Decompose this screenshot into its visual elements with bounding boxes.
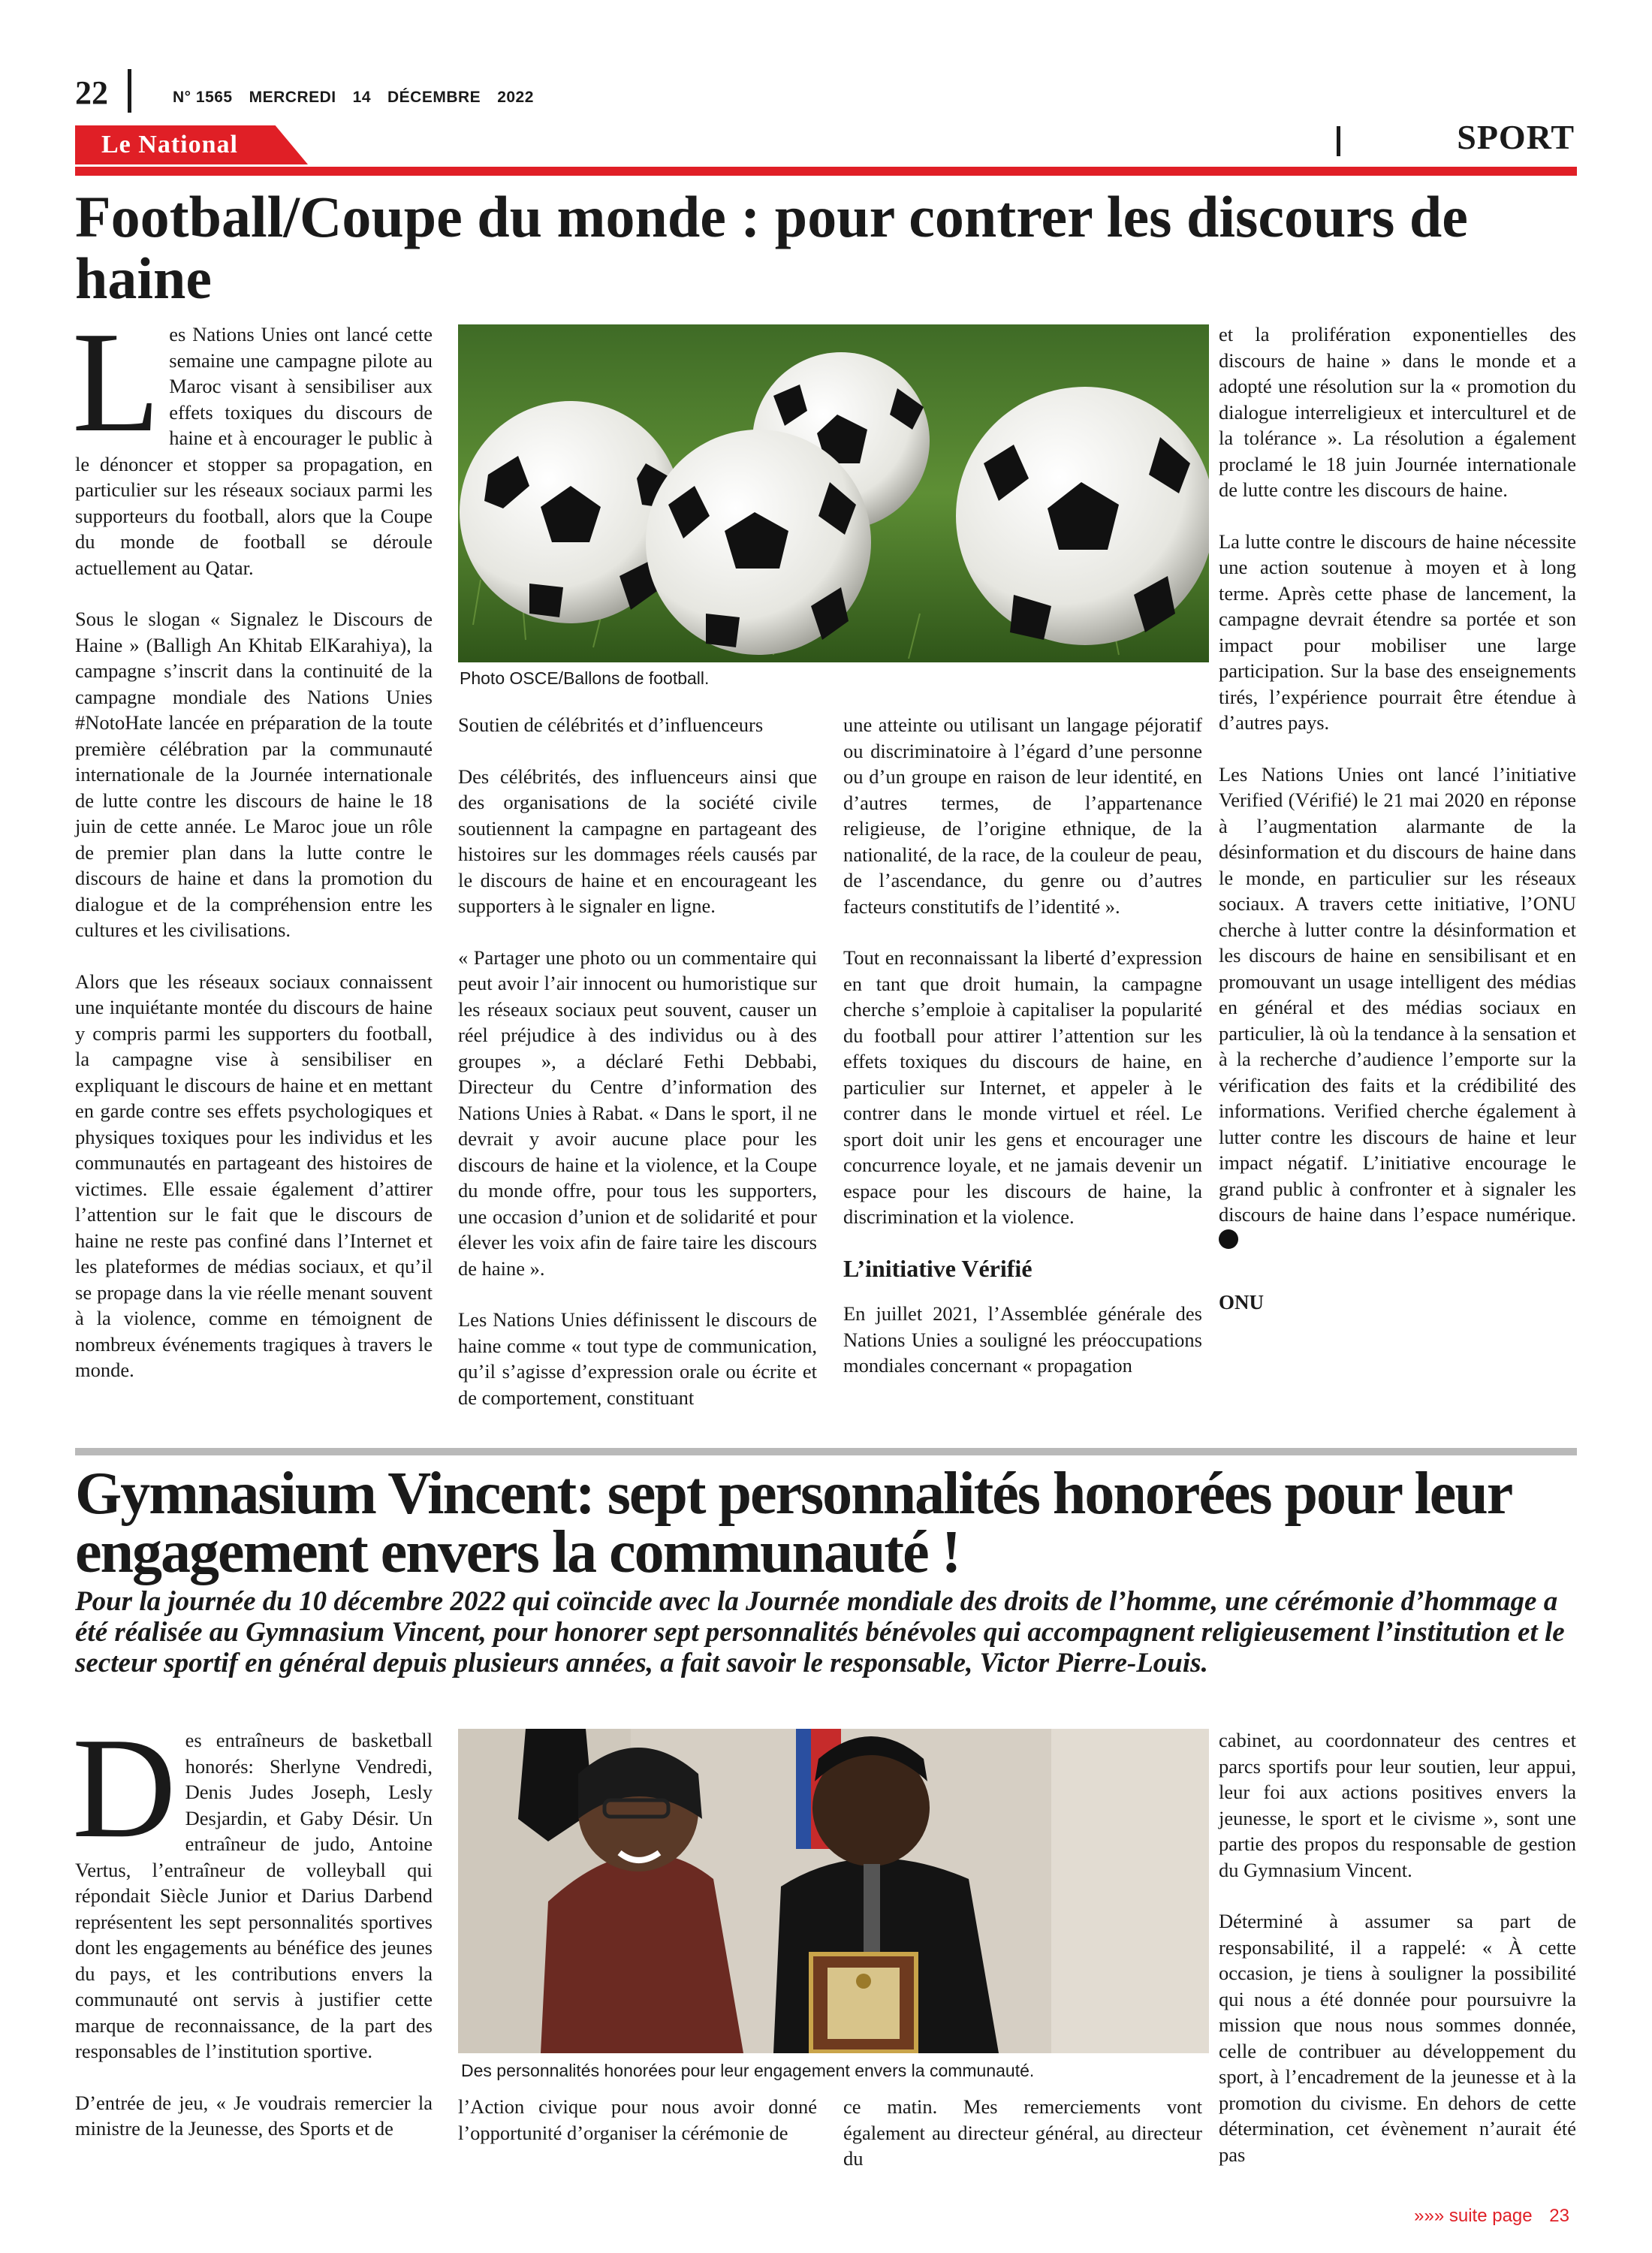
article-separator <box>75 1448 1577 1455</box>
issue-month: DÉCEMBRE <box>387 89 481 106</box>
photo-caption: Photo OSCE/Ballons de football. <box>460 668 710 688</box>
article-1-column-1 <box>72 302 433 1409</box>
continued-page-number: 23 <box>1549 2206 1569 2226</box>
issue-weekday: MERCREDI <box>249 89 336 106</box>
article-2-column-2 <box>458 2094 817 2171</box>
paragraph: cabinet, au coordonnateur des centres et parcs sportifs pour leur soutien, leur appui, leur foi aux actions positives envers la jeunesse, le sport et le civisme », sont une partie des propos du responsable de gestion du Gymnasium Vincent. <box>1219 1729 1576 1881</box>
subhead-verifie: L’initiative Vérifié <box>843 1254 1032 1282</box>
section-label: SPORT <box>1457 118 1575 156</box>
article-1-column-3 <box>843 712 1202 1404</box>
article-signature: ONU <box>1219 1291 1264 1313</box>
paragraph: une atteinte ou utilisant un langage péjoratif ou discriminatoire à l’égard d’une personne ou d’un groupe en raison de leur identité, en d’autres termes, de l’appartenance religieuse, de l’origine ethnique, de la nationalité, de la race, de la couleur de peau, de l’ascendance, du genre ou d’autres facteurs constitutifs de l’identité ». <box>843 713 1202 918</box>
continued-arrows: »»» <box>1414 2206 1445 2226</box>
article-2-column-3 <box>843 2094 1202 2197</box>
issue-number: N° 1565 <box>173 89 233 106</box>
header-rule <box>75 167 1577 176</box>
article-1-column-4 <box>1219 321 1576 1341</box>
article-2-column-1 <box>72 1708 433 2167</box>
paragraph: En juillet 2021, l’Assemblée générale des Nations Unies a souligné les préoccupations mondiales concernant « propagation <box>843 1302 1202 1377</box>
paragraph: et la prolifération exponentielles des discours de haine » dans le monde et a adopté une résolution sur la « promotion du dialogue interreligieux et interculturel et de la tolérance ». La résolution a également proclamé le 18 juin Journée internationale de lutte contre les discours de haine. <box>1219 323 1576 501</box>
paragraph: es entraîneurs de basketball honorés: Sherlyne Vendredi, Denis Judes Joseph, Lesly Desjardin, et Gaby Désir. Un entraîneur de judo, Antoine Vertus, l’entraîneur de volleyball qui répondait Siècle Junior et Darius Darbend représentent les sept personnalités sportives dont les engagements au bénéfice des jeunes du pays, et les contributions envers la communauté ont servis à justifier cette marque de reconnaissance, de la part des responsables de l’institution sportive. <box>75 1729 433 2062</box>
paragraph: Sous le slogan « Signalez le Discours de Haine » (Balligh An Khitab ElKarahiya), la campagne s’inscrit dans la continuité de la campagne mondiale des Nations Unies #NotoHate lancée en préparation de la toute première célébration par la communauté internationale de la Journée internationale de lutte contre les discours de haine le 18 juin de cette année. Le Maroc joue un rôle de premier plan dans la lutte contre le discours de haine et dans la promotion du dialogue et de la compréhension entre les cultures et les civilisations. <box>75 608 433 941</box>
issue-year: 2022 <box>497 89 534 106</box>
paragraph: l’Action civique pour nous avoir donné l’opportunité d’organiser la cérémonie de <box>458 2095 817 2144</box>
article-2-column-4 <box>1219 1727 1576 2193</box>
ceremony-image <box>458 1729 1209 2053</box>
article-1-title: Football/Coupe du monde : pour contrer les discours de haine <box>75 184 1468 311</box>
subhead-celebrities: Soutien de célébrités et d’influenceurs <box>458 713 764 736</box>
paragraph: Déterminé à assumer sa part de responsabilité, il a rappelé: « À cette occasion, je tiens à souligner la possibilité qui nous a été donnée pour poursuivre la mission que nous nous sommes donnée, celle de contribuer au développement du sport, à l’encadrement de la jeunesse et à la promotion du civisme. En dehors de cette détermination, cet évènement n’aurait été pas <box>1219 1910 1576 2166</box>
paragraph: Les Nations Unies définissent le discours de haine comme « tout type de communication, qu’il s’agisse d’expression orale ou écrite et de comportement, constituant <box>458 1308 817 1409</box>
paragraph: D’entrée de jeu, « Je voudrais remercier la ministre de la Jeunesse, des Sports et de <box>75 2091 433 2140</box>
section-divider <box>1337 126 1340 156</box>
paragraph: ce matin. Mes remerciements vont également au directeur général, au directeur du <box>843 2095 1202 2170</box>
issue-day: 14 <box>352 89 371 106</box>
paragraph: Alors que les réseaux sociaux connaissent une inquiétante montée du discours de haine y compris parmi les supporters du football, la campagne vise à sensibiliser en expliquant le discours de haine et en mettant en garde contre ses effets psychologiques et physiques toxiques pour les individus et les communautés en partageant des histoires de victimes. Elle essaie également d’attirer l’attention sur le fait que le discours de haine ne reste pas confiné dans l’Internet et les plateformes de médias sociaux, et qu’il se propage dans la vie réelle menant souvent à la violence, comme en témoignent de nombreux événements tragiques à travers le monde. <box>75 970 433 1381</box>
continued-on-page[interactable] <box>1414 2206 1569 2227</box>
paragraph: Des célébrités, des influenceurs ainsi que des organisations de la société civile soutiennent la campagne en partageant des histoires sur les dommages réels causés par le discours de haine et en encourageant les supporters à le signaler en ligne. <box>458 765 817 917</box>
ceremony-photo <box>458 1729 1209 2053</box>
paragraph: « Partager une photo ou un commentaire qui peut avoir l’air innocent ou humoristique sur les réseaux sociaux peut souvent, causer un réel préjudice à des individus ou à des groupes », a déclaré Fethi Debbabi, Directeur du Centre d’information des Nations Unies à Rabat. « Dans le sport, il ne devrait y avoir aucune place pour les discours de haine et la violence, et la Coupe du monde offre, pour tous les supporters, une occasion d’union et de solidarité et pour élever les voix afin de faire taire les discours de haine ». <box>458 946 817 1280</box>
page-number: 22 <box>75 74 108 111</box>
header-divider <box>128 69 131 113</box>
dropcap: D <box>72 1708 176 1868</box>
footballs-image <box>458 324 1209 662</box>
article-1-column-2 <box>458 712 817 1436</box>
paragraph: La lutte contre le discours de haine nécessite une action soutenue à moyen et à long terme. Après cette phase de lancement, la campagne devrait étendre sa portée et son impact pour mobiliser une large participation. Sur la base des enseignements tirés, l’expérience pourrait être étendue à d’autres pays. <box>1219 529 1576 734</box>
paragraph: Tout en reconnaissant la liberté d’expression en tant que droit humain, la campagne cherche s’emploie à capitaliser la popularité du football pour attirer l’attention sur les effets toxiques du discours de haine, en particulier sur Internet, et appeler à le contrer dans le monde virtuel et réel. Le sport doit unir les gens et encourager une concurrence loyale, et ne jamais devenir un espace pour les discours de haine, la discrimination et la violence. <box>843 946 1202 1228</box>
dropcap: L <box>72 302 161 462</box>
footballs-photo <box>458 324 1209 662</box>
paragraph: Les Nations Unies ont lancé l’initiative Verified (Vérifié) le 21 mai 2020 en réponse à l’augmentation alarmante de la désinformation et du discours de haine dans le monde, en particulier sur les réseaux sociaux. A travers cette initiative, l’ONU cherche à lutter contre la désinformation et les discours de haine en sensibilisant et en promouvant un usage intelligent des médias en général et des médias sociaux en particulier, là où la tendance à la sensation et à la recherche d’audience l’emporte sur la vérification des faits et la crédibilité des informations. Verified cherche également à lutter contre les discours de haine et leur impact négatif. L’initiative encourage le grand public à confronter et à signaler les discours de haine dans l’espace numérique. <box>1219 762 1576 1226</box>
continued-label: suite page <box>1449 2206 1533 2226</box>
photo-caption: Des personnalités honorées pour leur engagement envers la communauté. <box>461 2061 1035 2080</box>
paragraph: es Nations Unies ont lancé cette semaine une campagne pilote au Maroc visant à sensibiliser aux effets toxiques du discours de haine et à encourager le public à le dénoncer et stopper sa propagation, en particulier sur les réseaux sociaux parmi les supporteurs du football, alors que la Coupe du monde de football se déroule actuellement au Qatar. <box>75 323 433 579</box>
issue-line <box>173 89 550 107</box>
end-mark-icon <box>1219 1229 1238 1249</box>
article-2-lede: Pour la journée du 10 décembre 2022 qui coïncide avec la Journée mondiale des droits de l’homme, une cérémonie d’hommage a été réalisée au Gymnasium Vincent, pour honorer sept personnalités bénévoles qui accompagnent religieusement l’institution et le secteur sportif en général depuis plusieurs années, a fait savoir le responsable, Victor Pierre-Louis. <box>75 1586 1565 1678</box>
article-2-title: Gymnasium Vincent: sept personnalités honorées pour leur engagement envers la communauté ! <box>75 1461 1511 1585</box>
brand-name: Le National <box>101 131 238 158</box>
